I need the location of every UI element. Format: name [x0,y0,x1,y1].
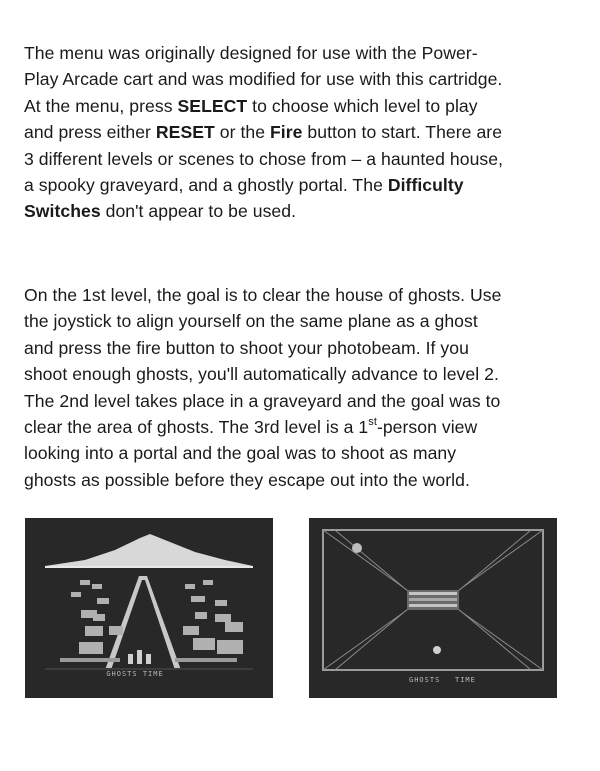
portal-core [407,590,459,610]
reset-keyword: RESET [155,122,215,143]
text-line [24,172,584,198]
text-segment: button to start. There are [302,122,503,143]
text-line: The menu was originally designed for use with the Power- [24,43,478,63]
screenshot-level-three [309,518,557,698]
ghost-icon [352,543,362,553]
text-line: Play Arcade cart and was modified for use with this cartridge. [24,69,503,90]
text-line [24,198,584,224]
select-keyword: SELECT [177,95,248,116]
hud-caption: GHOSTS TIME [106,670,164,678]
switches-keyword: Switches [24,201,101,222]
screenshot-level-one [25,518,273,698]
text-line: looking into a portal and the goal was to shoot as many [24,443,457,464]
text-line [24,119,584,145]
hud-ghosts-label: GHOSTS [409,676,441,684]
fire-keyword: Fire [270,122,303,143]
paragraph-level-description [24,282,584,493]
text-segment: At the menu, press [24,95,178,116]
text-line: shoot enough ghosts, you'll automatically advance to level 2. [24,364,499,385]
ghost-icon [433,646,441,654]
hud-time-label: TIME [455,676,476,684]
text-line: and press the fire button to shoot your photobeam. If you [24,337,469,358]
game-scene-graveyard [25,518,273,698]
superscript-st: st [368,416,377,429]
difficulty-keyword: Difficulty [387,175,464,196]
text-segment: clear the area of ghosts. The 3rd level is a 1 [24,417,369,438]
text-segment: or the [214,122,270,143]
text-line: 3 different levels or scenes to chose from – a haunted house, [24,148,504,169]
paragraph-menu-instructions [24,40,584,225]
text-line: The 2nd level takes place in a graveyard and the goal was to [24,390,501,411]
text-segment: and press either [24,122,156,143]
text-line: On the 1st level, the goal is to clear the house of ghosts. Use [24,285,502,305]
text-segment: -person view [376,417,478,438]
text-line: ghosts as possible before they escape out into the world. [24,469,470,490]
text-segment: don't appear to be used. [100,201,297,222]
game-scene-portal [309,518,557,698]
text-line: the joystick to align yourself on the same plane as a ghost [24,311,478,332]
text-segment: to choose which level to play [247,95,478,116]
text-line [24,414,584,440]
text-line [24,93,584,119]
text-segment: a spooky graveyard, and a ghostly portal. The [24,175,388,196]
